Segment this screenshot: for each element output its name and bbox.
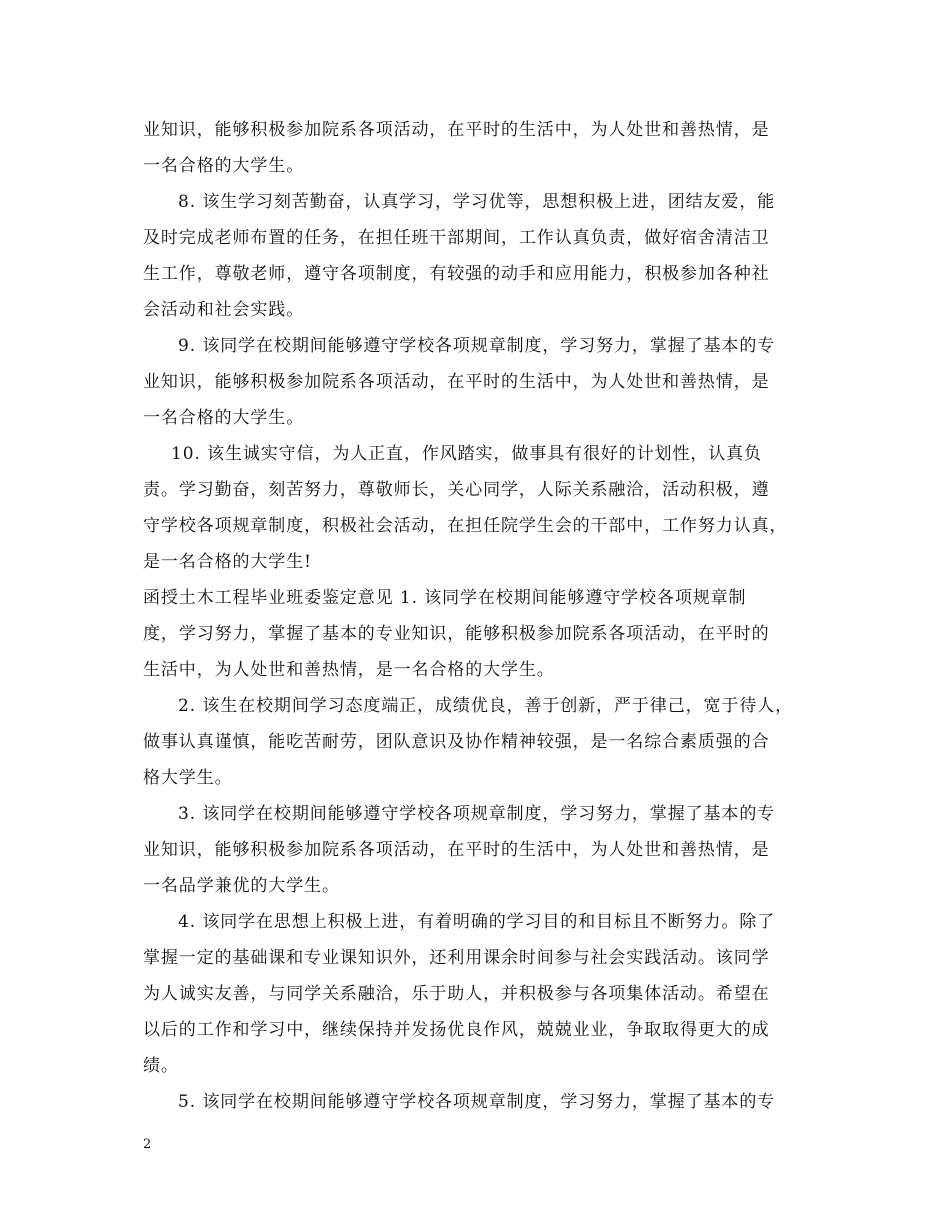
text-line: 格大学生。 — [143, 768, 233, 788]
text-line: 生工作，尊敬老师，遵守各项制度，有较强的动手和应用能力，积极参加各种社 — [143, 264, 770, 284]
text-line: 4. 该同学在思想上积极上进，有着明确的学习目的和目标且不断努力。除了 — [178, 912, 776, 932]
text-line: 函授土木工程毕业班委鉴定意见 1. 该同学在校期间能够遵守学校各项规章制 — [143, 588, 747, 608]
text-line: 责。学习勤奋，刻苦努力，尊敬师长，关心同学，人际关系融洽，活动积极，遵 — [143, 480, 770, 500]
text-line: 业知识，能够积极参加院系各项活动，在平时的生活中，为人处世和善热情，是 — [143, 372, 770, 392]
page-number: 2 — [143, 1137, 152, 1152]
text-line: 业知识，能够积极参加院系各项活动，在平时的生活中，为人处世和善热情，是 — [143, 120, 770, 140]
text-line: 做事认真谨慎，能吃苦耐劳，团队意识及协作精神较强，是一名综合素质强的合 — [143, 732, 770, 752]
text-line: 5. 该同学在校期间能够遵守学校各项规章制度，学习努力，掌握了基本的专 — [178, 1092, 776, 1112]
text-line: 及时完成老师布置的任务，在担任班干部期间，工作认真负责，做好宿舍清洁卫 — [143, 228, 770, 248]
text-line: 以后的工作和学习中，继续保持并发扬优良作风，兢兢业业，争取取得更大的成 — [143, 1020, 770, 1040]
text-line: 一名合格的大学生。 — [143, 408, 305, 428]
text-line: 一名品学兼优的大学生。 — [143, 876, 340, 896]
text-line: 业知识，能够积极参加院系各项活动，在平时的生活中，为人处世和善热情，是 — [143, 840, 770, 860]
text-line: 3. 该同学在校期间能够遵守学校各项规章制度，学习努力，掌握了基本的专 — [178, 804, 776, 824]
text-line: 绩。 — [143, 1056, 179, 1076]
text-line: 10. 该生诚实守信，为人正直，作风踏实，做事具有很好的计划性，认真负 — [171, 444, 762, 464]
text-line: 会活动和社会实践。 — [143, 300, 305, 320]
text-line: 是一名合格的大学生! — [143, 552, 312, 572]
text-line: 一名合格的大学生。 — [143, 156, 305, 176]
text-line: 9. 该同学在校期间能够遵守学校各项规章制度，学习努力，掌握了基本的专 — [178, 336, 776, 356]
text-line: 守学校各项规章制度，积极社会活动，在担任院学生会的干部中，工作努力认真， — [143, 516, 788, 536]
text-line: 度，学习努力，掌握了基本的专业知识，能够积极参加院系各项活动，在平时的 — [143, 624, 770, 644]
text-line: 为人诚实友善，与同学关系融洽，乐于助人，并积极参与各项集体活动。希望在 — [143, 984, 770, 1004]
text-line: 生活中，为人处世和善热情，是一名合格的大学生。 — [143, 660, 555, 680]
text-line: 掌握一定的基础课和专业课知识外，还利用课余时间参与社会实践活动。该同学 — [143, 948, 770, 968]
text-line: 2. 该生在校期间学习态度端正，成绩优良，善于创新，严于律己，宽于待人， — [178, 696, 794, 716]
text-line: 8. 该生学习刻苦勤奋，认真学习，学习优等，思想积极上进，团结友爱，能 — [178, 192, 776, 212]
